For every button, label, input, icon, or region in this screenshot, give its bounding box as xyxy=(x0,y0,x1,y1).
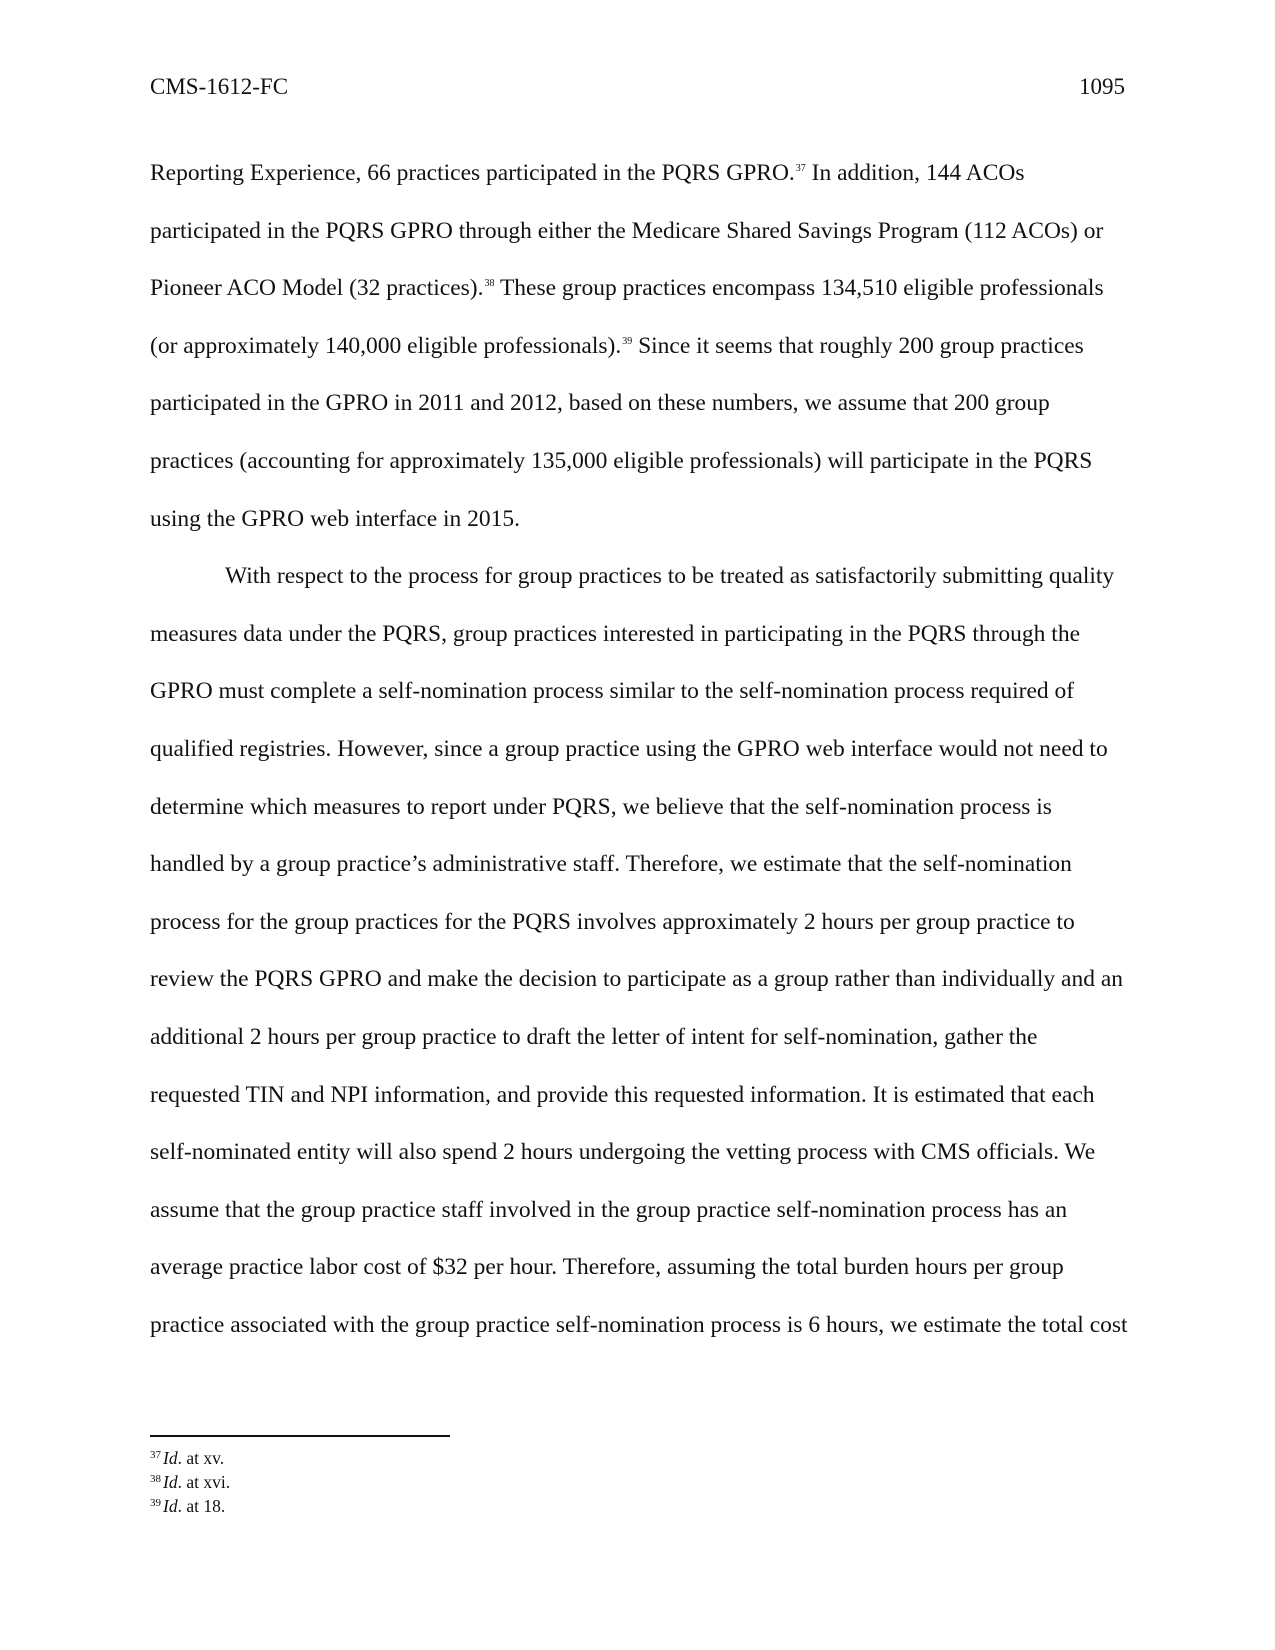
footnote-37 xyxy=(150,1446,230,1470)
footnote-39 xyxy=(150,1494,230,1518)
paragraph-1 xyxy=(150,145,1130,548)
paragraph-1-sentence-2: In addition, 144 ACOs participated in the PQRS GPRO through either the Medicare Shared Savings Program (112 ACOs) or Pioneer ACO Model (32 practices). xyxy=(150,160,1104,302)
footnote-ref-39: 39 xyxy=(622,335,633,347)
document-id: CMS-1612-FC xyxy=(150,74,289,99)
footnote-separator xyxy=(150,1435,450,1437)
footnote-text: . at xvi. xyxy=(177,1472,231,1492)
footnote-ref-38: 38 xyxy=(484,278,495,290)
footnote-ref-37: 37 xyxy=(795,163,806,174)
paragraph-1-sentence-4: Since it seems that roughly 200 group practices participated in the GPRO in 2011 and 2012, based on these numbers, we assume that 200 group practices (accounting for approximately 135,000 eligible professionals) will participate in the PQRS using the GPRO web interface in 2015. xyxy=(150,332,1093,532)
footnote-38 xyxy=(150,1470,230,1494)
footnote-number: 37 xyxy=(150,1449,161,1461)
paragraph-1-sentence-3: These group practices encompass 134,510 eligible professionals (or approximately 140,000 eligible professionals). xyxy=(150,275,1104,359)
footnotes xyxy=(150,1446,230,1518)
footnote-number: 38 xyxy=(150,1473,161,1485)
body-text xyxy=(150,145,1130,1354)
footnote-number: 39 xyxy=(150,1497,161,1509)
footnote-citation: Id xyxy=(163,1496,178,1516)
paragraph-2: With respect to the process for group practices to be treated as satisfactorily submitting quality measures data under the PQRS, group practices interested in participating in the PQRS through the GPRO must complete a self-nomination process similar to the self-nomination process required of qualified registries. However, since a group practice using the GPRO web interface would not need to determine which measures to report under PQRS, we believe that the self-nomination process is handled by a group practice’s administrative staff. Therefore, we estimate that the self-nomination process for the group practices for the PQRS involves approximately 2 hours per group practice to review the PQRS GPRO and make the decision to participate as a group rather than individually and an additional 2 hours per group practice to draft the letter of intent for self-nomination, gather the requested TIN and NPI information, and provide this requested information. It is estimated that each self-nominated entity will also spend 2 hours undergoing the vetting process with CMS officials. We assume that the group practice staff involved in the group practice self-nomination process has an average practice labor cost of $32 per hour. Therefore, assuming the total burden hours per group practice associated with the group practice self-nomination process is 6 hours, we estimate the total cost xyxy=(150,563,1128,1338)
footnote-text: . at xv. xyxy=(177,1448,225,1468)
footnote-citation: Id xyxy=(163,1472,178,1492)
footnote-citation: Id xyxy=(163,1448,178,1468)
paragraph-1-sentence-1: Reporting Experience, 66 practices participated in the PQRS GPRO. xyxy=(150,160,795,186)
page-number: 1095 xyxy=(1079,74,1125,99)
footnote-text: . at 18. xyxy=(177,1496,226,1516)
